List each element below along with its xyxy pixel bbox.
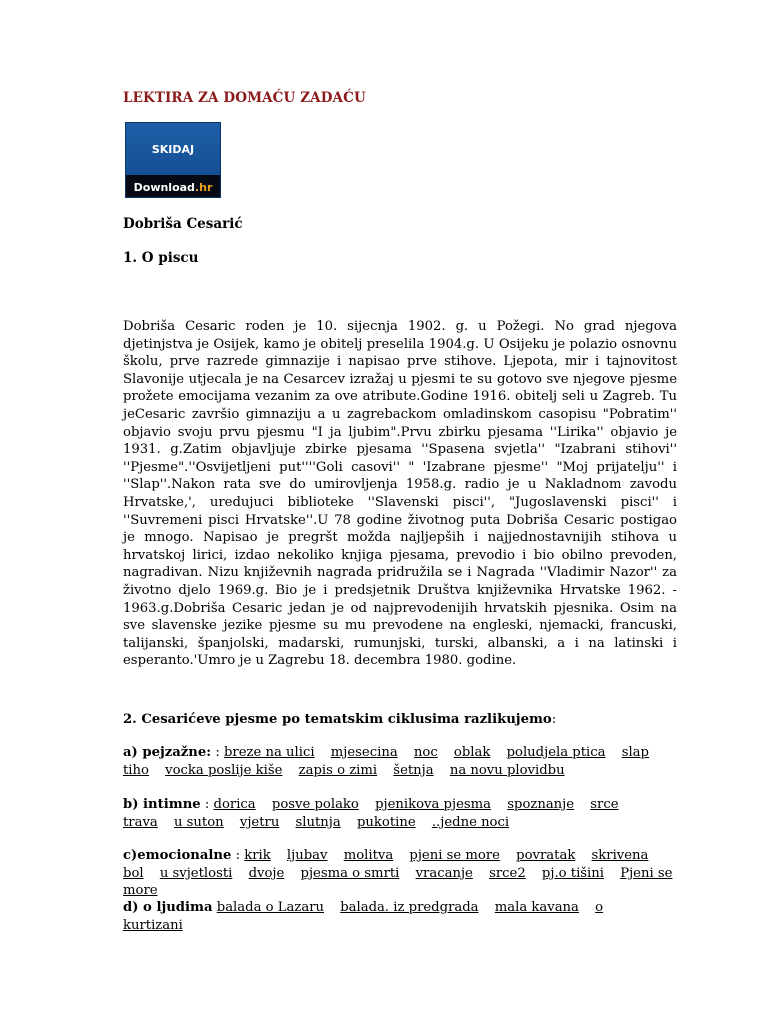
section-cycles-heading <box>123 711 677 729</box>
poem-link[interactable]: posve polako <box>271 797 359 812</box>
poem-link[interactable]: dorica <box>213 797 256 812</box>
poem-link[interactable]: breze na ulici <box>223 745 315 760</box>
cycle-c <box>123 847 677 900</box>
poem-link[interactable]: tiho <box>123 762 149 778</box>
cycle-a <box>123 744 677 779</box>
section-cycles-tail: : <box>551 712 557 727</box>
section-o-piscu: 1. O piscu <box>123 250 199 266</box>
poem-link[interactable]: vocka poslije kiše <box>165 762 283 778</box>
cycle-separator: : <box>211 745 224 760</box>
poem-link[interactable]: o kurtizani <box>123 900 604 933</box>
poem-link[interactable]: ..jedne noci <box>431 814 510 830</box>
logo-bottom-text <box>126 181 220 194</box>
cycle-d <box>123 899 677 934</box>
logo-top-text: SKIDAJ <box>151 143 195 156</box>
section-cycles-bold: 2. Cesarićeve pjesme po tematskim ciklusima razlikujemo <box>123 712 552 727</box>
poem-link[interactable]: dvoje <box>248 865 285 881</box>
poem-link[interactable]: povratak <box>516 848 576 863</box>
poem-link[interactable]: pj.o tišini <box>541 865 604 881</box>
poem-link[interactable]: balada. iz predgrada <box>340 900 479 915</box>
poem-link[interactable]: Pjeni se more <box>123 865 673 899</box>
poem-link[interactable]: slutnja <box>295 814 341 830</box>
cycle-label: d) o ljudima <box>123 900 213 915</box>
poem-link[interactable]: na novu plovidbu <box>449 762 565 778</box>
poem-link[interactable]: mjesecina <box>330 745 398 760</box>
poem-link[interactable]: trava <box>123 814 158 830</box>
poem-link[interactable]: u svjetlosti <box>159 865 233 881</box>
cycle-label: a) pejzažne: <box>123 745 212 760</box>
poem-link[interactable]: slap <box>621 745 649 760</box>
poem-link[interactable]: zapis o zimi <box>298 762 378 778</box>
cycle-separator: : <box>231 848 245 863</box>
poem-link[interactable]: spoznanje <box>507 797 575 812</box>
logo-bottom-main: Download <box>133 181 195 194</box>
poem-link[interactable]: šetnja <box>393 762 434 778</box>
cycle-b <box>123 796 677 831</box>
poem-link[interactable]: noc <box>413 745 438 760</box>
logo-bottom-ext: .hr <box>194 181 213 194</box>
poem-link[interactable]: srce <box>590 797 619 812</box>
biography-paragraph: Dobriša Cesaric roden je 10. sijecnja 1902. g. u Požegi. No grad njegova djetinjstva je Osijek, kamo je obitelj preselila 1904.g. U Osijeku je polazio osnovnu školu, prve razrede gimnazije i napisao prve stihove. Ljepota, mir i tajnovitost Slavonije utjecala je na Cesarcev izražaj u pjesmi te su gotovo sve njegove pjesme prožete emocijama vezanim za ove atribute.Godine 1916. obitelj seli u Zagreb. Tu jeCesaric završio gimnaziju a u zagrebackom omladinskom casopisu "Pobratim'' objavio svoju prvu pjesmu "I ja ljubim".Prvu zbirku pjesama ''Lirika'' objavio je 1931. g.Zatim objavljuje zbirke pjesama ''Spasena svjetla'' "Izabrani stihovi'' ''Pjesme".''Osvijetljeni put''''Goli casovi'' " 'Izabrane pjesme'' "Moj prijatelju'' i ''Slap''.Nakon rata sve do umirovljenja 1958.g. radio je u Nakladnom zavodu Hrvatske,', uredujuci biblioteke ''Slavenski pisci'', "Jugoslavenski pisci'' i ''Suvremeni pisci Hrvatske''.U 78 godine životnog puta Dobriša Cesaric postigao je mnogo. Napisao je pregršt možda najljepših i najjednostavnijih stihova u hrvatskoj lirici, izdao nekoliko knjiga pjesama, prevodio i bio obilno prevoden, nagradivan. Nizu književnih nagrada pridružila se i Nagrada ''Vladimir Nazor'' za životno djelo 1969.g. Bio je i predsjetnik Društva književnika Hrvatske 1962. - 1963.g.Dobriša Cesaric jedan je od najprevodenijih hrvatskih pjesnika. Osim na sve slavenske jezike pjesme su mu prevodene na engleski, njemacki, francuski, talijanski, španjolski, madarski, rumunjski, turski, albanski, a i na latinski i esperanto.'Umro je u Zagrebu 18. decembra 1980. godine. <box>123 319 677 669</box>
poem-link[interactable]: krik <box>244 848 271 863</box>
poem-link[interactable]: vracanje <box>415 865 473 881</box>
page-title: LEKTIRA ZA DOMAĆU ZADAĆU <box>123 90 366 106</box>
poem-link[interactable]: u suton <box>173 814 224 830</box>
poem-link[interactable]: pukotine <box>356 814 416 830</box>
poem-link[interactable]: poludjela ptica <box>506 745 606 760</box>
poem-link[interactable]: molitva <box>343 848 394 863</box>
poem-link[interactable]: mala kavana <box>494 900 579 915</box>
poem-link[interactable]: pjesma o smrti <box>300 865 400 881</box>
cycle-separator: : <box>200 797 214 812</box>
poem-link[interactable]: vjetru <box>239 814 280 830</box>
author-heading: Dobriša Cesarić <box>123 216 243 232</box>
poem-link[interactable]: skrivena bol <box>123 848 649 881</box>
poem-link[interactable]: balada o Lazaru <box>216 900 324 915</box>
poem-link[interactable]: srce2 <box>489 865 526 881</box>
poem-link[interactable]: pjenikova pjesma <box>375 797 492 812</box>
poem-link[interactable]: ljubav <box>286 848 328 863</box>
download-logo[interactable] <box>125 122 221 198</box>
poem-link[interactable]: oblak <box>453 745 491 760</box>
cycle-label: b) intimne <box>123 797 201 812</box>
poem-link[interactable]: pjeni se more <box>409 848 500 863</box>
cycle-label: c)emocionalne <box>123 848 232 863</box>
